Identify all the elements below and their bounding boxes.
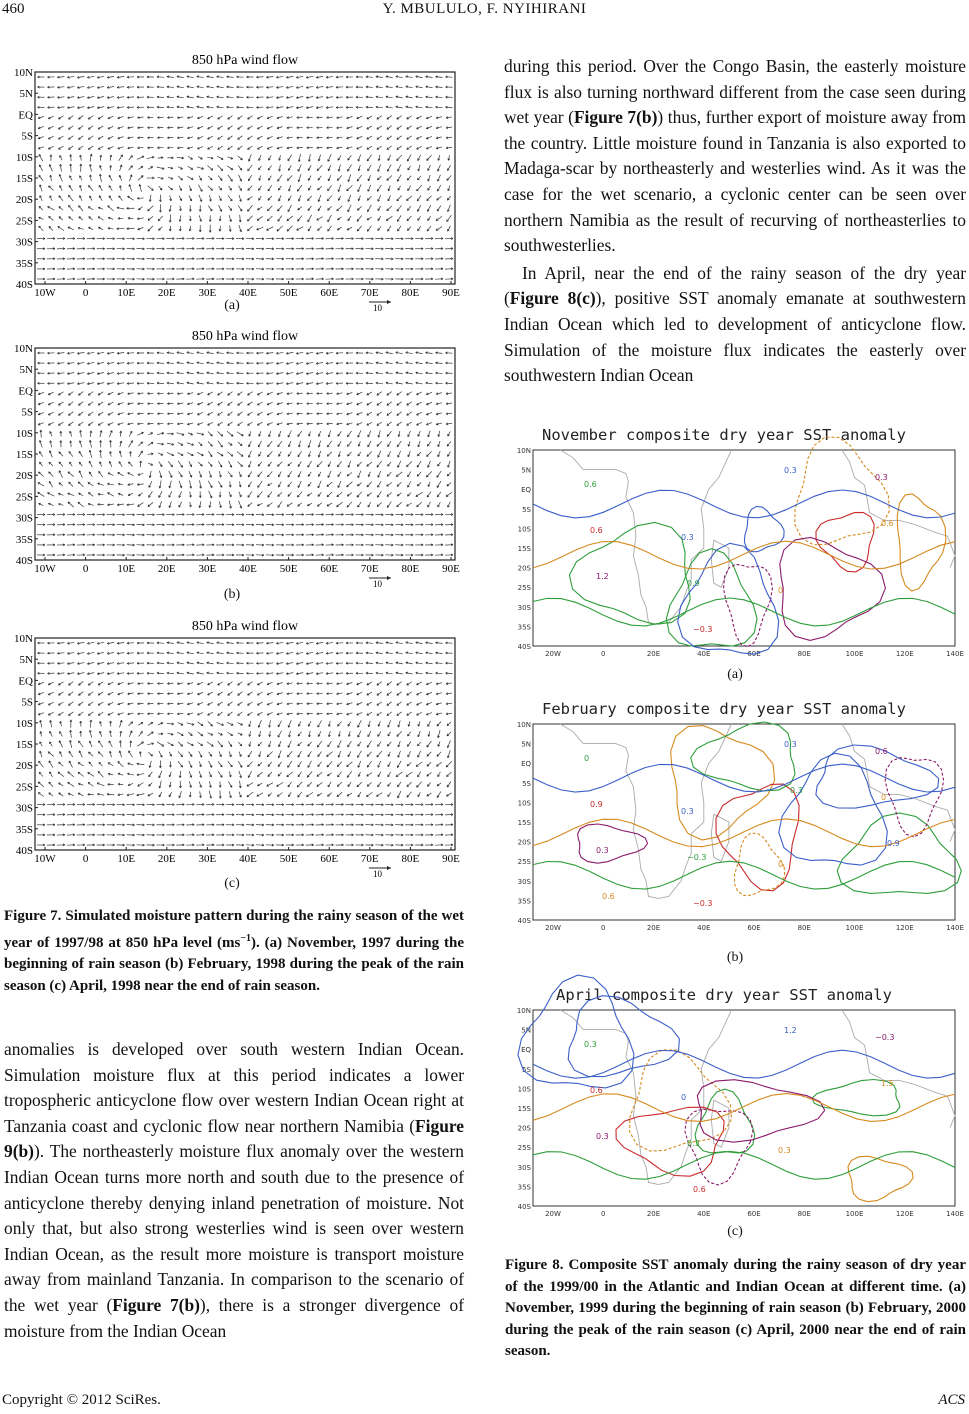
lon-tick-label: 80E — [401, 563, 420, 575]
lon-tick-label: 140E — [946, 1210, 964, 1218]
lat-tick-label: 25S — [15, 215, 33, 228]
contour-label: 1.2 — [596, 572, 609, 581]
lon-tick-label: 40E — [239, 563, 257, 575]
wind-vectors — [37, 352, 453, 557]
lon-tick-label: 10W — [34, 563, 56, 575]
lat-tick-label: 30S — [15, 802, 33, 815]
footer-journal: ACS — [938, 1392, 965, 1408]
figure-7a-label: (a) — [224, 298, 240, 313]
scale-ref-label: 10 — [373, 303, 382, 313]
lat-tick-label: 10N — [14, 343, 33, 355]
figure-8b-label: (b) — [726, 950, 744, 965]
lat-tick-label: 30S — [517, 877, 531, 886]
lon-tick-label: 20E — [646, 924, 661, 932]
contour-label: 0.6 — [590, 1086, 603, 1095]
panel-title: 850 hPa wind flow — [191, 329, 299, 344]
figure-7c-label: (c) — [224, 876, 240, 891]
contour-label: 0.3 — [687, 1139, 700, 1148]
lat-tick-label: 5N — [19, 364, 33, 377]
lat-tick-label: 10S — [517, 799, 531, 808]
lat-tick-label: 25S — [15, 781, 33, 794]
figure-7b-wind-map — [2, 326, 460, 589]
lat-tick-label: 30S — [15, 236, 33, 249]
wind-vectors — [37, 76, 453, 281]
lon-tick-label: 80E — [797, 1210, 811, 1218]
lon-tick-label: 40E — [697, 650, 711, 658]
figure-8-caption: Figure 8. Composite SST anomaly during the rainy season of dry year of the 1999/00 in the Atlantic and Indian Ocean at different time. (a) November, 1999 during the beginning of rain season (b) February, 2000 during the peak of the rain season (c) April, 2000 near the end of rain season. — [505, 1257, 966, 1359]
left-column-text: anomalies is developed over south western Indian Ocean. Simulation moisture flux at this period indicates a lower tropospheric anticyclone flow over western Indian Ocean right at Tanzania coast and cyclonic flow near northern Namibia (Figure 9(b)). The northeasterly moisture flux anomaly over the western Indian Ocean turns more north and south due to the presence of anticyclone thereby denying inland penetration of moisture. Not only that, but also strong westerlies wind is seen over western Indian Ocean, as the result more moisture is transport moisture away from mainland Tanzania. In comparison to the scenario of the wet year (Figure 7(b)), there is a stronger divergence of moisture from the Indian Ocean — [4, 1039, 464, 1341]
lon-tick-label: 50E — [279, 853, 298, 865]
lon-tick-label: 30E — [198, 853, 217, 865]
lat-tick-label: 10S — [15, 427, 33, 440]
lon-tick-label: 20E — [157, 287, 176, 299]
lon-tick-label: 0 — [601, 924, 606, 932]
figure-8a-label: (a) — [727, 667, 743, 682]
contour-label: 0 — [881, 793, 887, 802]
page-number: 460 — [2, 1, 25, 17]
contour-label: 0.3 — [875, 473, 888, 482]
wind-vectors — [37, 642, 453, 847]
lat-tick-label: 35S — [15, 823, 33, 836]
contour-label: 0.3 — [681, 533, 694, 542]
lon-tick-label: 0 — [82, 853, 89, 865]
lon-tick-label: 80E — [797, 650, 811, 658]
lon-tick-label: 90E — [442, 563, 460, 575]
lat-tick-label: 5N — [521, 1026, 531, 1035]
lat-tick-label: 5N — [19, 654, 33, 667]
coastline — [561, 450, 732, 624]
lon-tick-label: 60E — [320, 287, 339, 299]
lon-tick-label: 40E — [697, 924, 711, 932]
lon-tick-label: 20E — [646, 1210, 661, 1218]
lat-tick-label: 25S — [517, 584, 531, 593]
figure-7c-wind-map — [2, 616, 460, 879]
lat-tick-label: 35S — [15, 533, 33, 546]
coastline-east — [842, 1010, 955, 1128]
lat-tick-label: 10N — [14, 67, 33, 79]
lon-tick-label: 10W — [34, 287, 56, 299]
contour-label: 0.3 — [681, 807, 694, 816]
lat-tick-label: 35S — [15, 257, 33, 270]
lon-tick-label: 20W — [545, 924, 561, 932]
lon-tick-label: 80E — [401, 853, 420, 865]
contour-label: 0.9 — [590, 800, 603, 809]
lat-tick-label: 15S — [15, 173, 33, 185]
footer-copyright: Copyright © 2012 SciRes. — [2, 1392, 161, 1408]
contour-label: 0.6 — [881, 519, 894, 528]
lon-tick-label: 20E — [157, 563, 176, 575]
contour-label: 0.3 — [778, 1146, 791, 1155]
panel-title: 850 hPa wind flow — [191, 53, 299, 68]
lat-tick-label: 40S — [517, 1203, 531, 1211]
lon-tick-label: 140E — [946, 650, 964, 658]
contour-label: 0.9 — [887, 839, 900, 848]
figure-7b-ref[interactable]: Figure 7(b) — [112, 1294, 200, 1315]
lat-tick-label: EQ — [18, 109, 33, 122]
lat-tick-label: 10N — [14, 633, 33, 645]
lat-tick-label: 20S — [15, 760, 33, 773]
coastline — [561, 724, 732, 898]
lon-tick-label: 30E — [198, 287, 217, 299]
figure-7a-wind-map — [2, 50, 460, 313]
lat-tick-label: 5S — [522, 779, 531, 788]
figure-8b-sst-map — [505, 694, 963, 938]
lat-tick-label: 35S — [517, 623, 531, 632]
lat-tick-label: 10N — [516, 1007, 531, 1015]
lat-tick-label: 35S — [517, 1183, 531, 1192]
lat-tick-label: 20S — [15, 194, 33, 207]
lon-tick-label: 10E — [117, 853, 136, 865]
lon-tick-label: 90E — [442, 287, 460, 299]
contour-label: −0.3 — [693, 899, 713, 908]
contour-label: 1.5 — [881, 1079, 894, 1088]
lon-tick-label: 20W — [545, 650, 561, 658]
lon-tick-label: 140E — [946, 924, 964, 932]
lat-tick-label: EQ — [521, 760, 531, 769]
lon-tick-label: 50E — [279, 563, 298, 575]
lon-tick-label: 20E — [157, 853, 176, 865]
lon-tick-label: 80E — [401, 287, 420, 299]
lat-tick-label: EQ — [18, 385, 33, 398]
lon-tick-label: 120E — [895, 650, 914, 658]
lat-tick-label: EQ — [521, 1046, 531, 1055]
lon-tick-label: 100E — [845, 924, 864, 932]
lat-tick-label: 20S — [15, 470, 33, 483]
lon-tick-label: 40E — [697, 1210, 711, 1218]
contour-label: 0.3 — [596, 846, 609, 855]
lon-tick-label: 20W — [545, 1210, 561, 1218]
lat-tick-label: 40S — [15, 845, 33, 857]
lon-tick-label: 70E — [360, 287, 379, 299]
lon-tick-label: 10W — [34, 853, 56, 865]
lat-tick-label: 5S — [21, 406, 33, 419]
coastline — [561, 1010, 732, 1184]
scale-ref-label: 10 — [373, 869, 382, 879]
lon-tick-label: 40E — [239, 287, 257, 299]
lon-tick-label: 60E — [747, 924, 761, 932]
lon-tick-label: 100E — [845, 650, 864, 658]
lon-tick-label: 10E — [117, 287, 136, 299]
contour-label: −0.3 — [875, 1033, 895, 1042]
panel-title: April composite dry year SST anomaly — [556, 986, 892, 1004]
figure-7-caption: Figure 7. Simulated moisture pattern during the rainy season of the wet year of 1997/98 at 850 hPa level $(ms^{-1})$. (a) November, 1997 during the beginning of rain season (b) February, 1998 during the peak of the rain season (c) April, 1998 near the end of rain season. — [4, 908, 464, 994]
lat-tick-label: 5S — [522, 1065, 531, 1074]
lat-tick-label: 25S — [517, 1144, 531, 1153]
lon-tick-label: 60E — [320, 853, 339, 865]
contour-label: 0.6 — [693, 1185, 706, 1194]
lat-tick-label: 15S — [517, 819, 531, 827]
figure-9b-ref[interactable]: Figure 9(b) — [4, 1115, 464, 1162]
panel-title: 850 hPa wind flow — [191, 619, 299, 634]
lat-tick-label: 40S — [517, 917, 531, 925]
lon-tick-label: 70E — [360, 853, 379, 865]
figure-8a-sst-map — [505, 420, 963, 664]
lat-tick-label: 10S — [15, 151, 33, 164]
lat-tick-label: 10S — [517, 525, 531, 534]
contour-label: 0.6 — [584, 480, 597, 489]
madagascar — [711, 540, 729, 587]
lon-tick-label: 0 — [601, 650, 606, 658]
lat-tick-label: 10N — [516, 721, 531, 729]
page-header — [0, 0, 969, 24]
lat-tick-label: 40S — [15, 279, 33, 291]
lat-tick-label: 40S — [15, 555, 33, 567]
sst-contours — [518, 975, 955, 1202]
contour-label: 0 — [778, 860, 784, 869]
lon-tick-label: 50E — [279, 287, 298, 299]
figure-8c-ref[interactable]: Figure 8(c) — [509, 288, 596, 309]
lat-tick-label: 5S — [21, 130, 33, 143]
lon-tick-label: 0 — [601, 1210, 606, 1218]
lon-tick-label: 120E — [895, 1210, 914, 1218]
panel-title: November composite dry year SST anomaly — [542, 426, 906, 444]
contour-label: 0.3 — [584, 1040, 597, 1049]
lon-tick-label: 10E — [117, 563, 136, 575]
lon-tick-label: 70E — [360, 563, 379, 575]
lat-tick-label: 10S — [517, 1085, 531, 1094]
lat-tick-label: 25S — [517, 858, 531, 867]
lon-tick-label: 100E — [845, 1210, 864, 1218]
contour-label: 0.9 — [687, 579, 700, 588]
contour-label: 0.6 — [875, 747, 888, 756]
lat-tick-label: 20S — [517, 838, 531, 847]
lon-tick-label: 60E — [320, 563, 339, 575]
contour-label: 1.2 — [784, 1026, 797, 1035]
figure-8c-sst-map — [505, 980, 963, 1224]
contour-label: 0.3 — [596, 1132, 609, 1141]
contour-label: 0 — [584, 754, 590, 763]
contour-label: 0.6 — [602, 892, 615, 901]
lat-tick-label: 15S — [517, 1105, 531, 1113]
lon-tick-label: 60E — [747, 1210, 761, 1218]
lon-tick-label: 20E — [646, 650, 661, 658]
contour-label: 0 — [778, 586, 784, 595]
lat-tick-label: 5N — [521, 466, 531, 475]
running-head-authors: Y. MBULULO, F. NYIHIRANI — [382, 1, 587, 17]
contour-label: 0.3 — [784, 466, 797, 475]
contour-label: −0.3 — [693, 625, 713, 634]
contour-label: 0.3 — [784, 740, 797, 749]
lon-tick-label: 90E — [442, 853, 460, 865]
lon-tick-label: 80E — [797, 924, 811, 932]
lon-tick-label: 0 — [82, 287, 89, 299]
lon-tick-label: 0 — [82, 563, 89, 575]
figure-7b-label: (b) — [223, 587, 241, 602]
scale-ref-label: 10 — [373, 579, 382, 589]
lat-tick-label: 25S — [15, 491, 33, 504]
contour-label: −0.3 — [687, 853, 707, 862]
figure-8c-label: (c) — [727, 1224, 743, 1239]
lat-tick-label: 5S — [21, 696, 33, 709]
right-column-text: during this period. Over the Congo Basin, the easterly moisture flux is also turning northward different from the case seen during wet year (Figure 7(b)) thus, further export of moisture away from the country. Little moisture found in Tanzania is also exported to Madaga-scar by northeasterly and westerlies wind. As it was the case for the wet scenario, a cyclonic center can be seen over northern Namibia as the result of recurving of northeasterlies to southwesterlies. In April, near the end of the rainy season of the dry year (Figure 8(c)), positive SST anomaly emanate at southwestern Indian Ocean which led to development of anticyclone flow. Simulation of the moisture flux indicates the easterly over southwestern Indian Ocean — [504, 56, 966, 386]
lat-tick-label: 30S — [517, 1163, 531, 1172]
lat-tick-label: 5N — [521, 740, 531, 749]
lat-tick-label: 15S — [15, 449, 33, 461]
figure-7b-ref-right[interactable]: Figure 7(b) — [573, 107, 658, 128]
lat-tick-label: 20S — [517, 564, 531, 573]
panel-title: February composite dry year SST anomaly — [542, 700, 906, 718]
contour-label: 0.6 — [590, 526, 603, 535]
contour-label: 0 — [681, 1093, 687, 1102]
lat-tick-label: EQ — [521, 486, 531, 495]
lon-tick-label: 30E — [198, 563, 217, 575]
lon-tick-label: 40E — [239, 853, 257, 865]
lat-tick-label: 10S — [15, 717, 33, 730]
lat-tick-label: 15S — [517, 545, 531, 553]
lat-tick-label: 5S — [522, 505, 531, 514]
lat-tick-label: 10N — [516, 447, 531, 455]
lat-tick-label: 35S — [517, 897, 531, 906]
lat-tick-label: 20S — [517, 1124, 531, 1133]
lat-tick-label: 15S — [15, 739, 33, 751]
lat-tick-label: 40S — [517, 643, 531, 651]
contour-label: 0.3 — [790, 786, 803, 795]
lat-tick-label: 30S — [517, 603, 531, 612]
lon-tick-label: 60E — [747, 650, 761, 658]
lon-tick-label: 120E — [895, 924, 914, 932]
lat-tick-label: 30S — [15, 512, 33, 525]
lat-tick-label: 5N — [19, 88, 33, 101]
lat-tick-label: EQ — [18, 675, 33, 688]
